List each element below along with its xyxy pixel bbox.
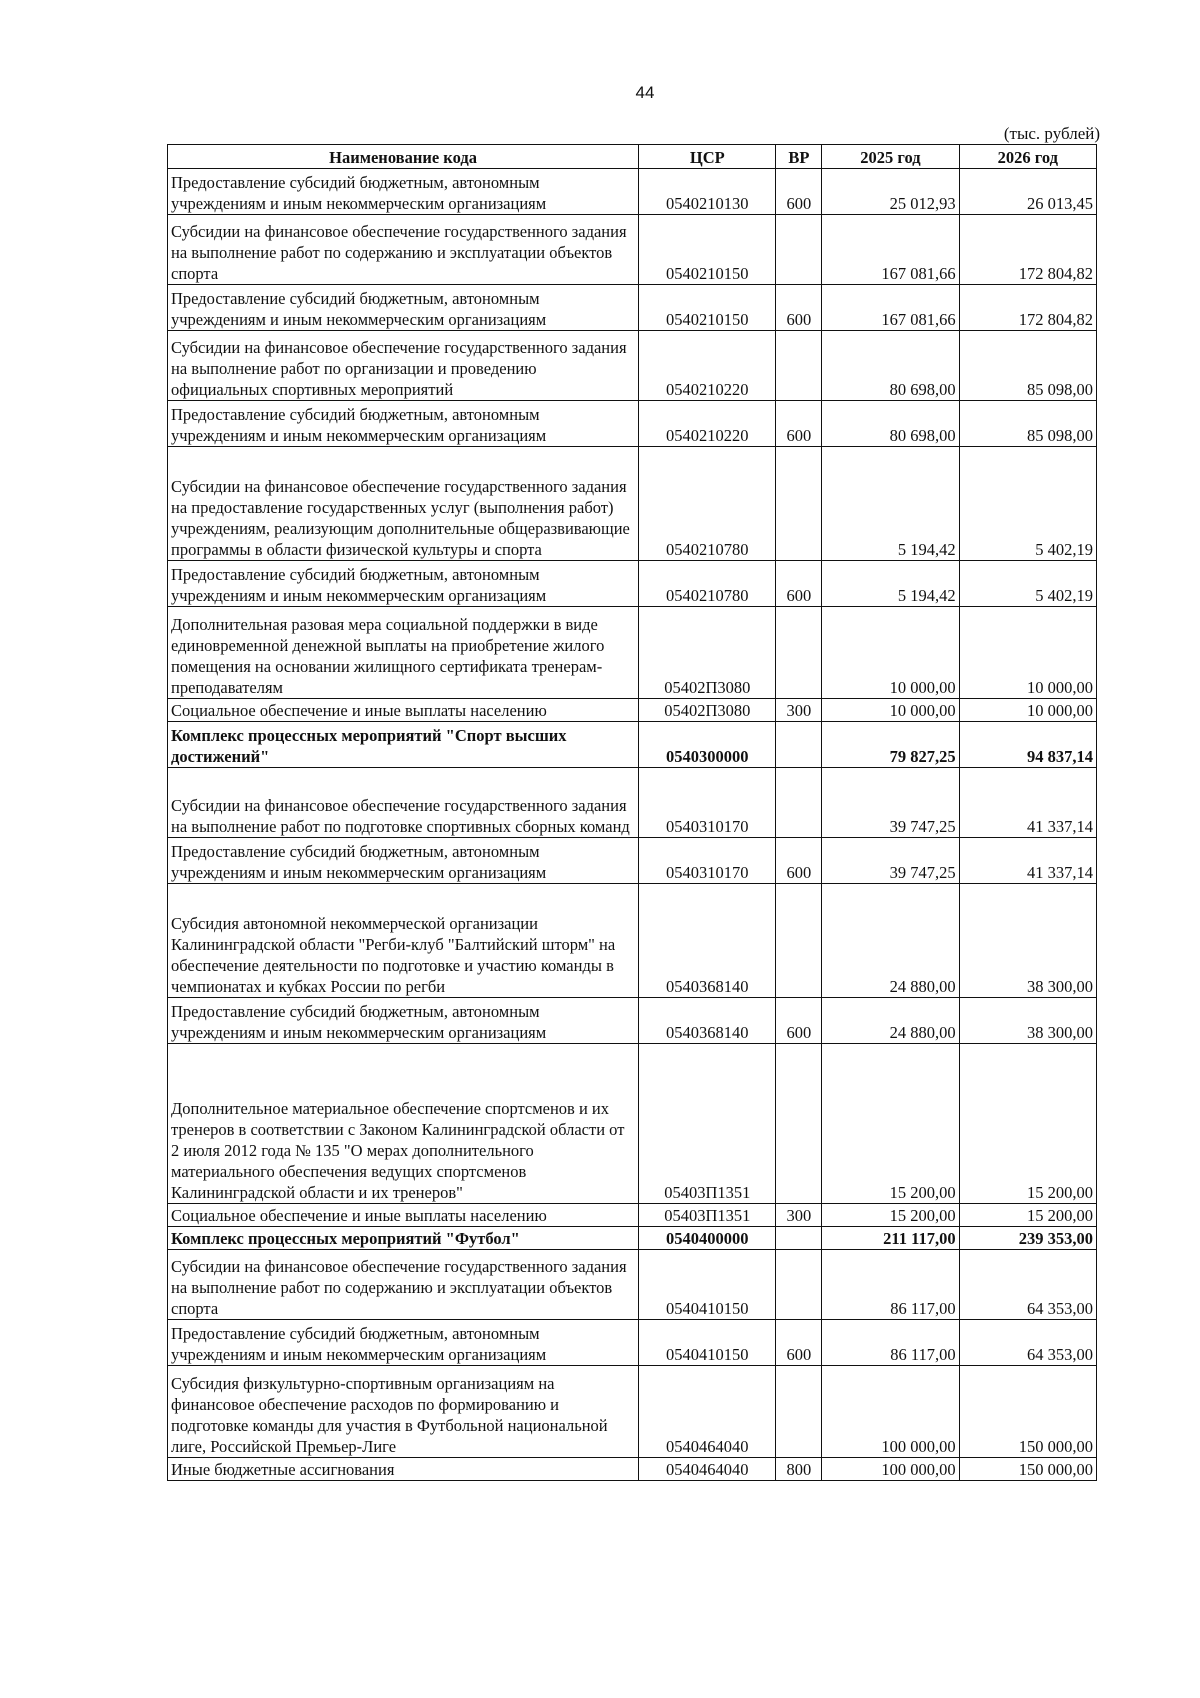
- cell-vr: [776, 1250, 822, 1320]
- cell-code: 0540410150: [639, 1320, 776, 1366]
- units-label: (тыс. рублей): [1003, 124, 1100, 143]
- cell-name: Комплекс процессных мероприятий "Футбол": [168, 1227, 639, 1250]
- cell-2025: 15 200,00: [822, 1204, 959, 1227]
- cell-2026: 94 837,14: [959, 722, 1096, 768]
- cell-name: Субсидия автономной некоммерческой организации Калининградской области "Регби-клуб "Балтийский шторм" на обеспечение деятельности по подготовке и участию команды в чемпионатах и кубках России по регби: [168, 884, 639, 998]
- cell-2026: 150 000,00: [959, 1458, 1096, 1481]
- cell-name: Предоставление субсидий бюджетным, автономным учреждениям и иным некоммерческим организациям: [168, 838, 639, 884]
- cell-vr: 800: [776, 1458, 822, 1481]
- cell-2025: 39 747,25: [822, 768, 959, 838]
- table-row: [168, 1320, 1097, 1366]
- cell-2026: 15 200,00: [959, 1044, 1096, 1204]
- cell-name: Предоставление субсидий бюджетным, автономным учреждениям и иным некоммерческим организациям: [168, 1320, 639, 1366]
- header-2026: 2026 год: [959, 145, 1096, 169]
- header-name: Наименование кода: [168, 145, 639, 169]
- cell-vr: [776, 331, 822, 401]
- cell-vr: 600: [776, 285, 822, 331]
- table-row: [168, 285, 1097, 331]
- cell-code: 05403П1351: [639, 1204, 776, 1227]
- cell-code: 05402П3080: [639, 607, 776, 699]
- header-code: ЦСР: [639, 145, 776, 169]
- cell-name: Иные бюджетные ассигнования: [168, 1458, 639, 1481]
- cell-name: Субсидии на финансовое обеспечение государственного задания на выполнение работ по содержанию и эксплуатации объектов спорта: [168, 215, 639, 285]
- table-row: [168, 722, 1097, 768]
- cell-2025: 24 880,00: [822, 884, 959, 998]
- cell-vr: [776, 607, 822, 699]
- cell-code: 0540464040: [639, 1458, 776, 1481]
- cell-2025: 24 880,00: [822, 998, 959, 1044]
- cell-code: 0540368140: [639, 884, 776, 998]
- cell-2025: 167 081,66: [822, 285, 959, 331]
- cell-2026: 172 804,82: [959, 215, 1096, 285]
- cell-2025: 86 117,00: [822, 1250, 959, 1320]
- table-row: [168, 1458, 1097, 1481]
- cell-vr: 300: [776, 699, 822, 722]
- cell-2026: 10 000,00: [959, 607, 1096, 699]
- table-row: [168, 838, 1097, 884]
- table-row: [168, 331, 1097, 401]
- cell-2026: 41 337,14: [959, 768, 1096, 838]
- header-2025: 2025 год: [822, 145, 959, 169]
- cell-2025: 10 000,00: [822, 607, 959, 699]
- cell-2025: 100 000,00: [822, 1366, 959, 1458]
- table-row: [168, 699, 1097, 722]
- table-row: [168, 447, 1097, 561]
- table-row: [168, 1250, 1097, 1320]
- cell-name: Субсидии на финансовое обеспечение государственного задания на выполнение работ по содержанию и эксплуатации объектов спорта: [168, 1250, 639, 1320]
- cell-name: Субсидия физкультурно-спортивным организациям на финансовое обеспечение расходов по формированию и подготовке команды для участия в Футбольной национальной лиге, Российской Премьер-Лиге: [168, 1366, 639, 1458]
- cell-2025: 15 200,00: [822, 1044, 959, 1204]
- cell-code: 0540368140: [639, 998, 776, 1044]
- cell-code: 0540300000: [639, 722, 776, 768]
- cell-vr: [776, 722, 822, 768]
- cell-name: Субсидии на финансовое обеспечение государственного задания на предоставление государственных услуг (выполнения работ) учреждениям, реализующим дополнительные общеразвивающие программы в области физической культуры и спорта: [168, 447, 639, 561]
- cell-2026: 26 013,45: [959, 169, 1096, 215]
- cell-2026: 10 000,00: [959, 699, 1096, 722]
- cell-2025: 10 000,00: [822, 699, 959, 722]
- cell-vr: [776, 1366, 822, 1458]
- cell-2026: 5 402,19: [959, 447, 1096, 561]
- table-row: [168, 1366, 1097, 1458]
- cell-name: Дополнительная разовая мера социальной поддержки в виде единовременной денежной выплаты на приобретение жилого помещения на основании жилищного сертификата тренерам-преподавателям: [168, 607, 639, 699]
- table-row: [168, 215, 1097, 285]
- cell-name: Социальное обеспечение и иные выплаты населению: [168, 699, 639, 722]
- page-number: 44: [635, 83, 655, 102]
- budget-table: [167, 144, 1097, 1481]
- table-body: [168, 169, 1097, 1481]
- table-row: [168, 607, 1097, 699]
- cell-code: 05402П3080: [639, 699, 776, 722]
- cell-vr: 600: [776, 169, 822, 215]
- cell-vr: [776, 1044, 822, 1204]
- cell-2026: 64 353,00: [959, 1320, 1096, 1366]
- table-row: [168, 1204, 1097, 1227]
- cell-2026: 41 337,14: [959, 838, 1096, 884]
- cell-vr: [776, 215, 822, 285]
- cell-code: 0540210780: [639, 561, 776, 607]
- cell-2025: 80 698,00: [822, 401, 959, 447]
- cell-code: 0540210150: [639, 215, 776, 285]
- table-row: [168, 884, 1097, 998]
- header-vr: ВР: [776, 145, 822, 169]
- cell-code: 0540400000: [639, 1227, 776, 1250]
- cell-name: Предоставление субсидий бюджетным, автономным учреждениям и иным некоммерческим организациям: [168, 169, 639, 215]
- cell-code: 0540310170: [639, 768, 776, 838]
- table-header: [168, 145, 1097, 169]
- header-row: [168, 145, 1097, 169]
- table-row: [168, 1227, 1097, 1250]
- cell-code: 0540464040: [639, 1366, 776, 1458]
- cell-name: Предоставление субсидий бюджетным, автономным учреждениям и иным некоммерческим организациям: [168, 561, 639, 607]
- cell-code: 0540410150: [639, 1250, 776, 1320]
- cell-name: Предоставление субсидий бюджетным, автономным учреждениям и иным некоммерческим организациям: [168, 401, 639, 447]
- cell-name: Социальное обеспечение и иные выплаты населению: [168, 1204, 639, 1227]
- table-row: [168, 561, 1097, 607]
- cell-code: 0540210130: [639, 169, 776, 215]
- cell-code: 0540310170: [639, 838, 776, 884]
- cell-2026: 85 098,00: [959, 401, 1096, 447]
- cell-code: 0540210220: [639, 331, 776, 401]
- cell-2026: 239 353,00: [959, 1227, 1096, 1250]
- cell-code: 0540210780: [639, 447, 776, 561]
- cell-vr: 600: [776, 401, 822, 447]
- cell-2025: 79 827,25: [822, 722, 959, 768]
- cell-vr: 300: [776, 1204, 822, 1227]
- cell-name: Дополнительное материальное обеспечение спортсменов и их тренеров в соответствии с Законом Калининградской области от 2 июля 2012 года № 135 "О мерах дополнительного материального обеспечения ведущих спортсменов Калининградской области и их тренеров": [168, 1044, 639, 1204]
- cell-vr: 600: [776, 561, 822, 607]
- cell-2025: 86 117,00: [822, 1320, 959, 1366]
- cell-2026: 15 200,00: [959, 1204, 1096, 1227]
- cell-code: 0540210150: [639, 285, 776, 331]
- cell-name: Субсидии на финансовое обеспечение государственного задания на выполнение работ по подготовке спортивных сборных команд: [168, 768, 639, 838]
- cell-2026: 38 300,00: [959, 998, 1096, 1044]
- cell-2025: 100 000,00: [822, 1458, 959, 1481]
- table-row: [168, 169, 1097, 215]
- cell-2025: 80 698,00: [822, 331, 959, 401]
- cell-name: Субсидии на финансовое обеспечение государственного задания на выполнение работ по организации и проведению официальных спортивных мероприятий: [168, 331, 639, 401]
- cell-2026: 38 300,00: [959, 884, 1096, 998]
- cell-vr: 600: [776, 998, 822, 1044]
- cell-2026: 172 804,82: [959, 285, 1096, 331]
- table-row: [168, 1044, 1097, 1204]
- cell-2026: 150 000,00: [959, 1366, 1096, 1458]
- cell-2026: 5 402,19: [959, 561, 1096, 607]
- cell-code: 0540210220: [639, 401, 776, 447]
- table-row: [168, 998, 1097, 1044]
- cell-vr: 600: [776, 838, 822, 884]
- cell-code: 05403П1351: [639, 1044, 776, 1204]
- cell-2026: 85 098,00: [959, 331, 1096, 401]
- cell-name: Комплекс процессных мероприятий "Спорт высших достижений": [168, 722, 639, 768]
- cell-name: Предоставление субсидий бюджетным, автономным учреждениям и иным некоммерческим организациям: [168, 998, 639, 1044]
- cell-vr: [776, 447, 822, 561]
- cell-2025: 211 117,00: [822, 1227, 959, 1250]
- cell-2025: 5 194,42: [822, 447, 959, 561]
- table-row: [168, 401, 1097, 447]
- table-row: [168, 768, 1097, 838]
- cell-name: Предоставление субсидий бюджетным, автономным учреждениям и иным некоммерческим организациям: [168, 285, 639, 331]
- cell-vr: 600: [776, 1320, 822, 1366]
- cell-2025: 5 194,42: [822, 561, 959, 607]
- cell-2025: 39 747,25: [822, 838, 959, 884]
- cell-vr: [776, 768, 822, 838]
- cell-2025: 167 081,66: [822, 215, 959, 285]
- cell-2025: 25 012,93: [822, 169, 959, 215]
- cell-2026: 64 353,00: [959, 1250, 1096, 1320]
- cell-vr: [776, 1227, 822, 1250]
- cell-vr: [776, 884, 822, 998]
